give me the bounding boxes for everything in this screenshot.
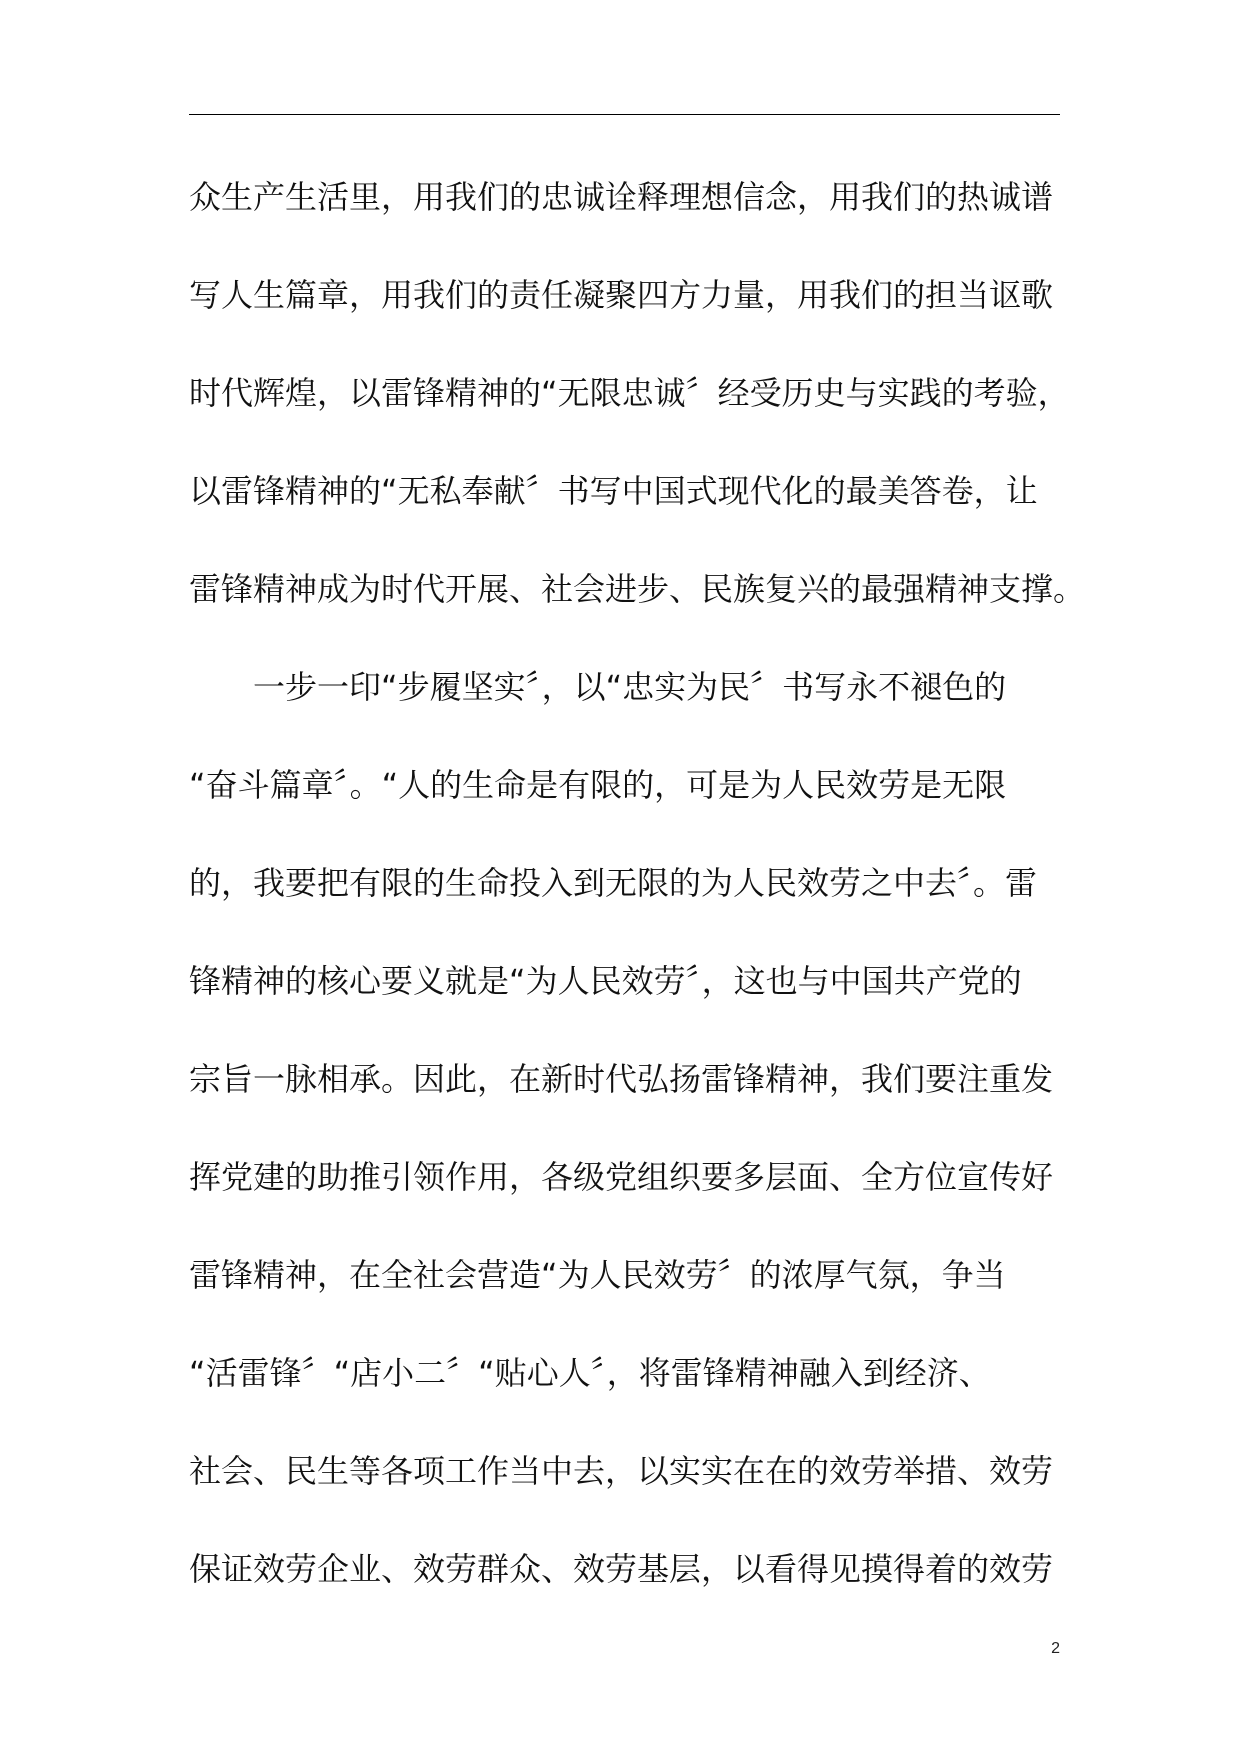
text-line: “奋斗篇章〞。“人的生命是有限的，可是为人民效劳是无限 — [189, 766, 1007, 804]
text-line: 雷锋精神成为时代开展、社会进步、民族复兴的最强精神支撑。 — [189, 570, 1086, 608]
text-line: 写人生篇章，用我们的责任凝聚四方力量，用我们的担当讴歌 — [189, 276, 1054, 314]
text-line: 的，我要把有限的生命投入到无限的为人民效劳之中去〞。雷 — [189, 864, 1038, 902]
text-line: 众生产生活里，用我们的忠诚诠释理想信念，用我们的热诚谱 — [189, 178, 1054, 216]
text-line: 宗旨一脉相承。因此，在新时代弘扬雷锋精神，我们要注重发 — [189, 1060, 1054, 1098]
text-line: 挥党建的助推引领作用，各级党组织要多层面、全方位宣传好 — [189, 1158, 1054, 1196]
page-number: 2 — [1051, 1640, 1060, 1657]
paragraph-first-line: 一步一印“步履坚实〞，以“忠实为民〞书写永不褪色的 — [253, 668, 1007, 706]
text-line: 保证效劳企业、效劳群众、效劳基层，以看得见摸得着的效劳 — [189, 1550, 1054, 1588]
header-rule — [189, 114, 1060, 115]
text-line: “活雷锋〞“店小二〞“贴心人〞，将雷锋精神融入到经济、 — [189, 1354, 991, 1392]
text-line: 时代辉煌，以雷锋精神的“无限忠诚〞经受历史与实践的考验， — [189, 374, 1070, 412]
text-line: 雷锋精神，在全社会营造“为人民效劳〞的浓厚气氛，争当 — [189, 1256, 1006, 1294]
text-line: 社会、民生等各项工作当中去，以实实在在的效劳举措、效劳 — [189, 1452, 1054, 1490]
body-text — [189, 162, 1089, 1632]
text-line: 锋精神的核心要义就是“为人民效劳〞，这也与中国共产党的 — [189, 962, 1022, 1000]
text-line: 以雷锋精神的“无私奉献〞书写中国式现代化的最美答卷，让 — [189, 472, 1038, 510]
